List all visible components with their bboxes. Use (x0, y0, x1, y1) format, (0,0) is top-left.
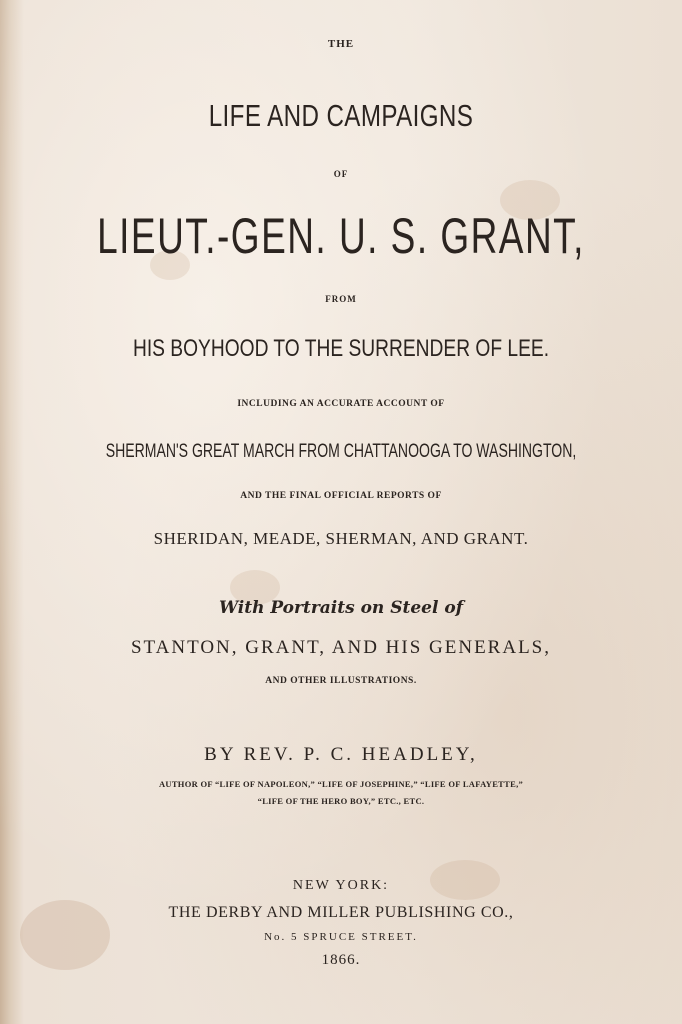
march-line: SHERMAN'S GREAT MARCH FROM CHATTANOOGA TO WASHINGTON, (105, 441, 577, 462)
portrait-names: STANTON, GRANT, AND HIS GENERALS, (130, 637, 552, 658)
author-works-1: AUTHOR OF “LIFE OF NAPOLEON,” “LIFE OF JOSEPHINE,” “LIFE OF LAFAYETTE,” (158, 779, 524, 789)
title-the: THE (327, 38, 355, 50)
city-line: NEW YORK: (292, 878, 390, 893)
subtitle: HIS BOYHOOD TO THE SURRENDER OF LEE. (132, 335, 550, 362)
title-line-2: LIEUT.-GEN. U. S. GRANT, (97, 208, 585, 264)
illustrations-line: AND OTHER ILLUSTRATIONS. (265, 676, 417, 686)
reports-names: SHERIDAN, MEADE, SHERMAN, AND GRANT. (153, 529, 529, 548)
author-works-2: “LIFE OF THE HERO BOY,” ETC., ETC. (257, 796, 425, 806)
reports-intro: AND THE FINAL OFFICIAL REPORTS OF (240, 491, 442, 501)
including-line: INCLUDING AN ACCURATE ACCOUNT OF (237, 399, 445, 409)
publisher-line: THE DERBY AND MILLER PUBLISHING CO., (168, 904, 514, 921)
author-line: BY REV. P. C. HEADLEY, (204, 744, 478, 765)
title-line-1: LIFE AND CAMPAIGNS (208, 98, 474, 133)
title-of: OF (333, 169, 349, 179)
year-line: 1866. (321, 952, 361, 968)
portraits-line: With Portraits on Steel of (218, 598, 464, 618)
address-line: No. 5 SPRUCE STREET. (264, 931, 418, 943)
title-from: FROM (325, 294, 357, 304)
